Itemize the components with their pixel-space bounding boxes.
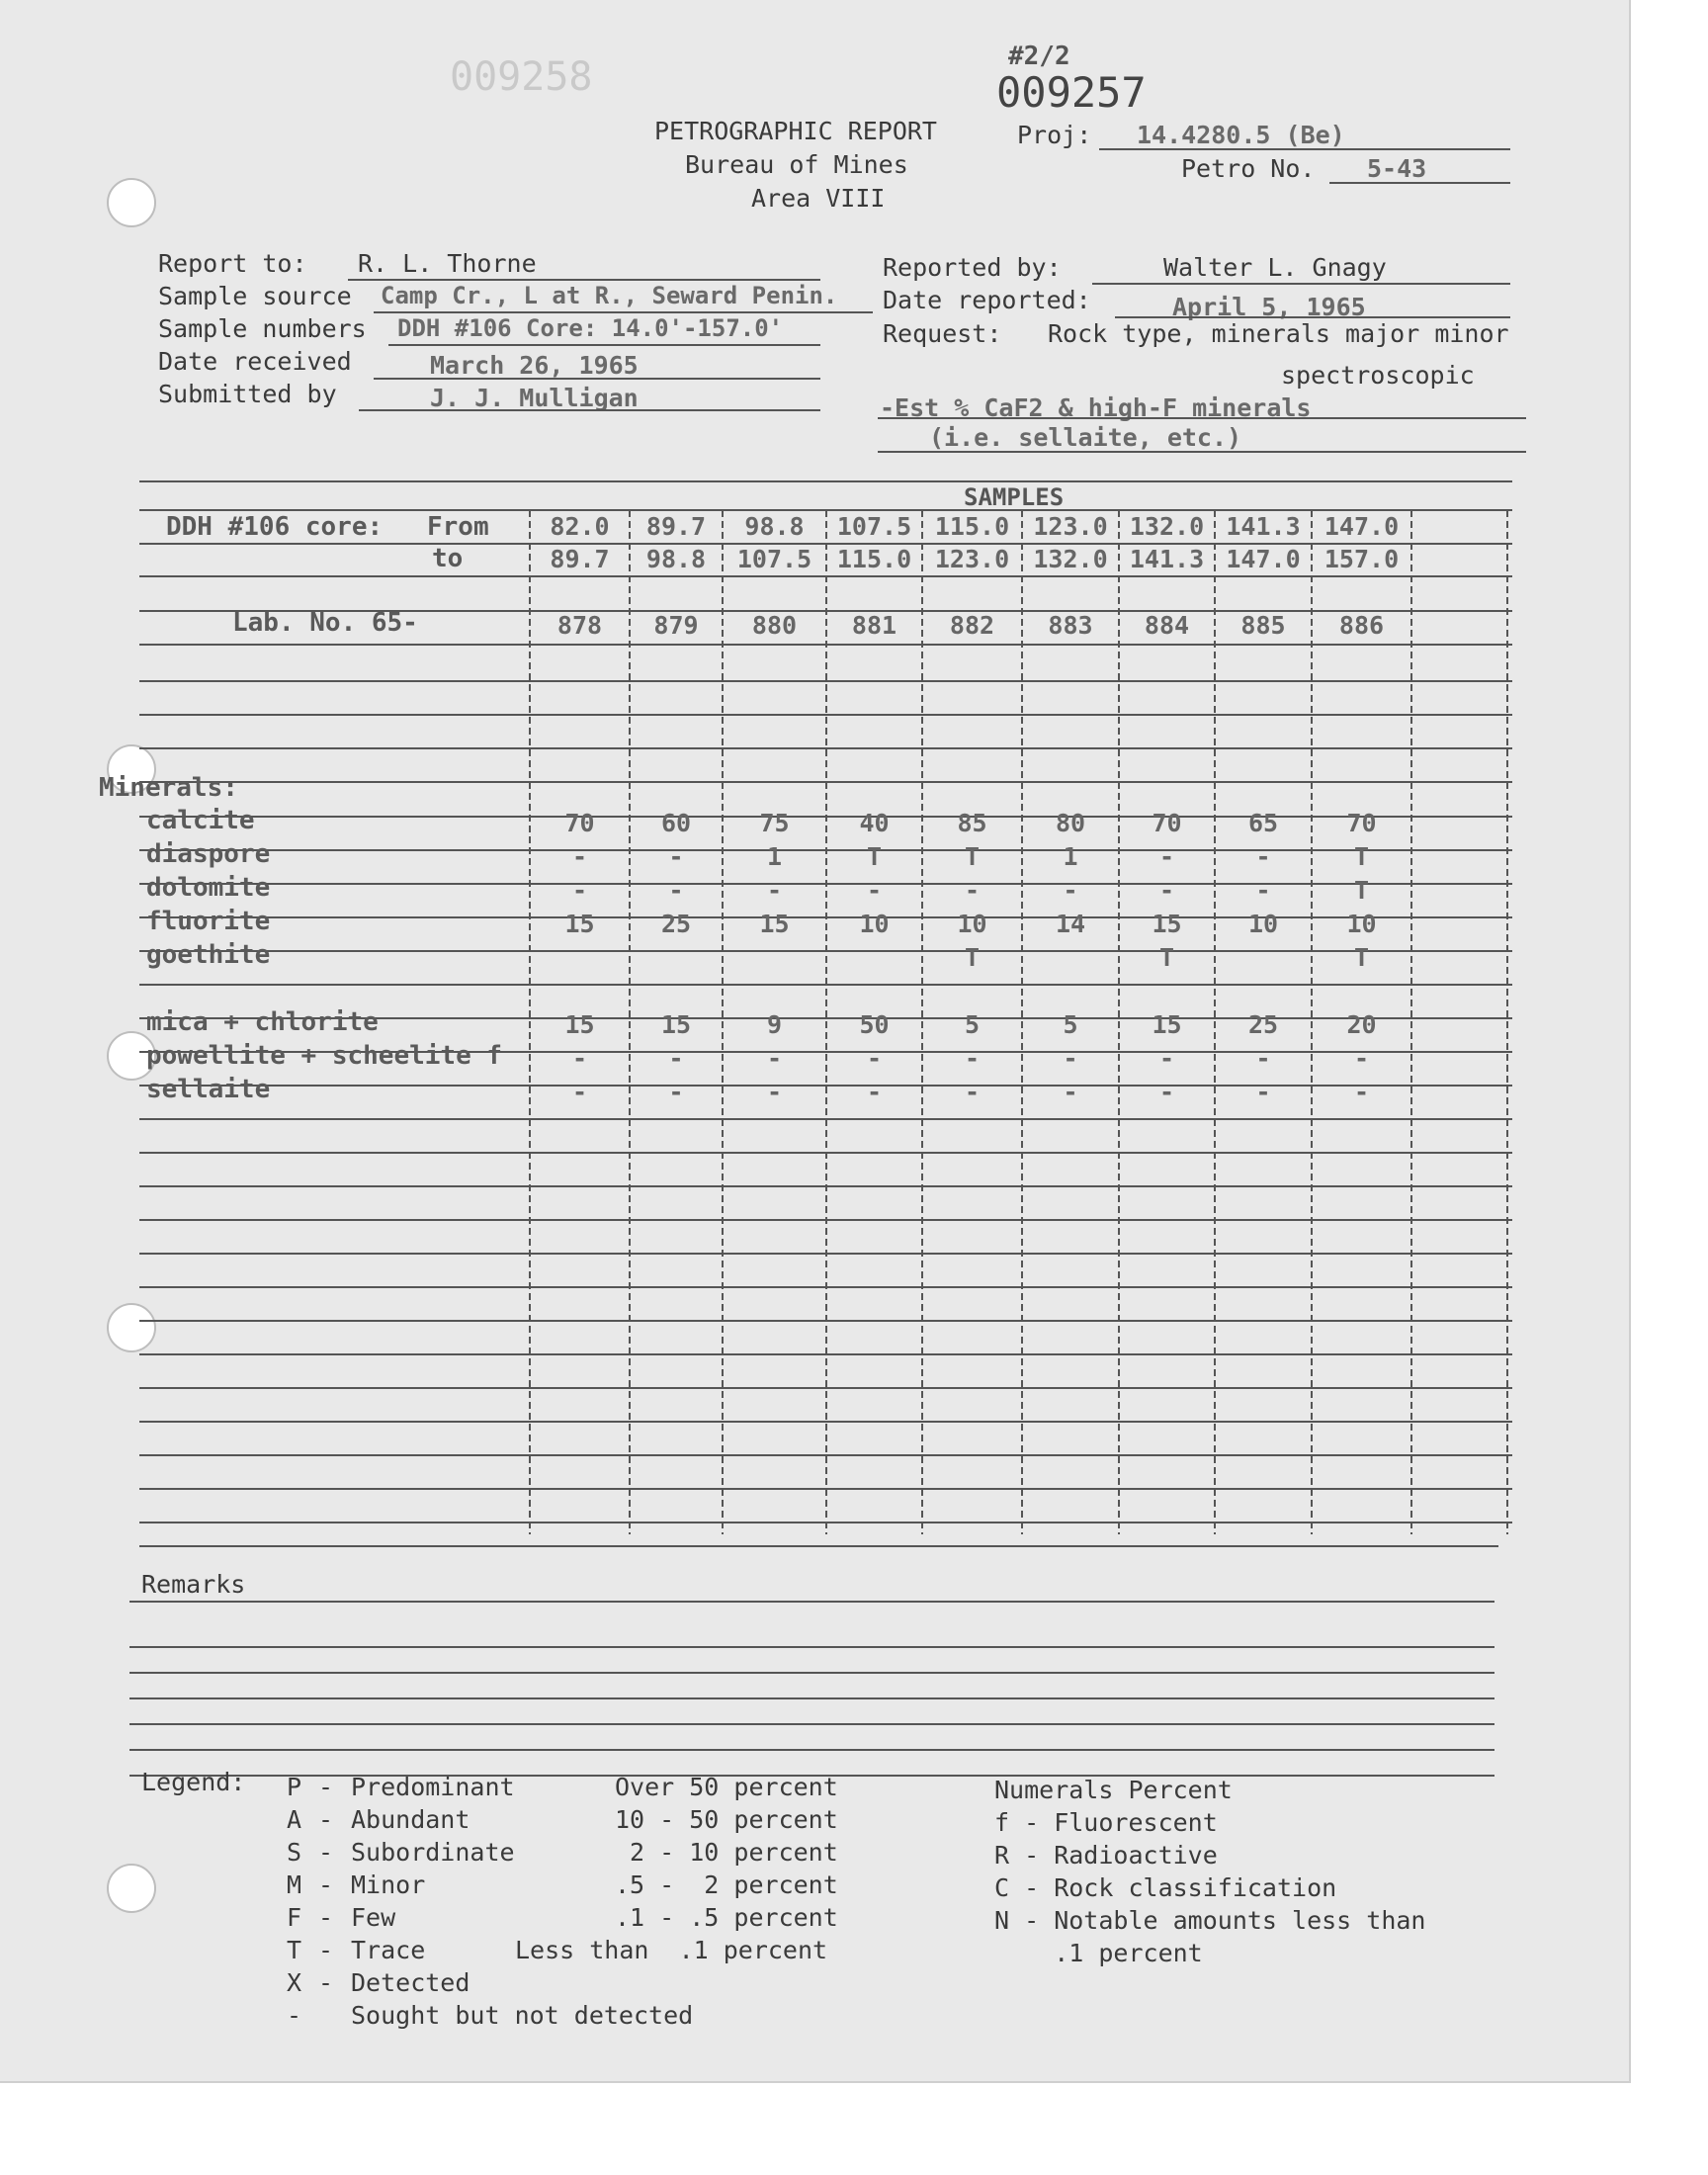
mineral-value-cell: - (964, 1044, 981, 1073)
mineral-value-cell: 10 (1346, 910, 1377, 938)
mineral-value-cell: T (1353, 876, 1370, 905)
mineral-name: diaspore (146, 839, 271, 869)
org-name: Bureau of Mines (685, 150, 908, 179)
sample-numbers-value: DDH #106 Core: 14.0'-157.0' (397, 314, 784, 342)
legend-range: .5 - 2 percent (615, 1870, 838, 1899)
mineral-value-cell: 9 (766, 1010, 783, 1039)
mineral-value-cell: T (1353, 842, 1370, 871)
from-cell: 115.0 (934, 512, 1010, 541)
mineral-value-cell: 20 (1346, 1010, 1377, 1039)
from-cell: 132.0 (1129, 512, 1205, 541)
mineral-value-cell: - (1158, 842, 1175, 871)
legend-code: X (287, 1968, 302, 1997)
area-name: Area VIII (751, 184, 886, 213)
mineral-value-cell: - (1255, 1044, 1271, 1073)
from-cell: 89.7 (645, 512, 707, 541)
reported-by-value: Walter L. Gnagy (1163, 253, 1387, 282)
lab-no-cell: 885 (1240, 611, 1286, 640)
from-cell: 107.5 (836, 512, 912, 541)
legend-range: Over 50 percent (615, 1773, 838, 1801)
legend-range: Less than .1 percent (515, 1936, 828, 1964)
legend-dash: - (318, 1968, 334, 1997)
legend-term: Predominant (351, 1773, 515, 1801)
mineral-name: fluorite (146, 907, 271, 936)
mineral-value-cell: - (668, 876, 684, 905)
mineral-value-cell: 5 (964, 1010, 981, 1039)
mineral-value-cell: - (1353, 1044, 1370, 1073)
mineral-value-cell: 80 (1055, 809, 1086, 837)
legend-range: 10 - 50 percent (615, 1805, 838, 1834)
legend-right-item: R - Radioactive (994, 1841, 1218, 1870)
mineral-value-cell: 10 (859, 910, 890, 938)
mineral-value-cell: 15 (759, 910, 790, 938)
mineral-value-cell: 15 (564, 910, 595, 938)
to-cell: 147.0 (1226, 545, 1301, 573)
mineral-value-cell: - (1255, 842, 1271, 871)
legend-right-item: C - Rock classification (994, 1873, 1337, 1902)
mineral-value-cell: 70 (1346, 809, 1377, 837)
mineral-value-cell: - (1255, 1078, 1271, 1106)
mineral-value-cell: 15 (1152, 1010, 1182, 1039)
mineral-value-cell: - (571, 1044, 588, 1073)
request-line-2: spectroscopic (1281, 361, 1475, 390)
mineral-value-cell: 5 (1063, 1010, 1078, 1039)
mineral-value-cell: - (866, 1044, 883, 1073)
mineral-value-cell: 25 (1247, 1010, 1279, 1039)
minerals-heading: Minerals: (99, 773, 238, 803)
legend-term: Minor (351, 1870, 426, 1899)
mineral-value-cell: 25 (660, 910, 692, 938)
legend-term: Subordinate (351, 1838, 515, 1867)
ghost-doc-number: 009258 (450, 54, 593, 100)
legend-code: T (287, 1936, 302, 1964)
mineral-value-cell: - (866, 876, 883, 905)
mineral-value-cell: 14 (1055, 910, 1086, 938)
mineral-value-cell: 40 (859, 809, 890, 837)
mineral-value-cell: T (964, 842, 981, 871)
from-cell: 82.0 (550, 512, 610, 541)
petro-label: Petro No. (1181, 154, 1316, 183)
mineral-value-cell: - (964, 876, 981, 905)
legend-right-item: f - Fluorescent (994, 1808, 1218, 1837)
date-reported-label: Date reported: (883, 286, 1091, 314)
ddh-label: DDH #106 core: (166, 512, 384, 542)
samples-heading: SAMPLES (964, 483, 1065, 511)
mineral-value-cell: T (1353, 943, 1370, 972)
mineral-value-cell: - (1158, 876, 1175, 905)
legend-term: Few (351, 1903, 396, 1932)
mineral-value-cell: 15 (1152, 910, 1182, 938)
request-line-3: -Est % CaF2 & high-F minerals (880, 393, 1312, 422)
legend-term: Sought but not detected (351, 2001, 694, 2030)
mineral-name: dolomite (146, 873, 271, 903)
mineral-value-cell: - (1063, 876, 1078, 905)
legend-code: - (287, 2001, 302, 2030)
sample-source-value: Camp Cr., L at R., Seward Penin. (381, 282, 838, 309)
date-received-value: March 26, 1965 (430, 351, 639, 380)
legend-code: A (287, 1805, 302, 1834)
reported-by-label: Reported by: (883, 253, 1062, 282)
mineral-value-cell: 15 (660, 1010, 692, 1039)
mineral-value-cell: 10 (1247, 910, 1279, 938)
to-cell: 123.0 (934, 545, 1010, 573)
legend-dash: - (318, 1870, 334, 1899)
legend-right-item: .1 percent (994, 1939, 1203, 1967)
to-cell: 157.0 (1324, 545, 1400, 573)
mineral-value-cell: - (1063, 1044, 1078, 1073)
from-cell: 98.8 (744, 512, 805, 541)
sample-numbers-label: Sample numbers (158, 314, 367, 343)
mineral-value-cell: 65 (1247, 809, 1279, 837)
to-cell: 98.8 (645, 545, 707, 573)
lab-no-cell: 882 (949, 611, 995, 640)
lab-no-label: Lab. No. 65- (232, 608, 418, 638)
lab-no-cell: 879 (653, 611, 699, 640)
legend-right-item: Numerals Percent (994, 1776, 1233, 1804)
mineral-value-cell: 75 (759, 809, 790, 837)
legend-range: 2 - 10 percent (615, 1838, 838, 1867)
mineral-value-cell: T (964, 943, 981, 972)
mineral-value-cell: - (766, 876, 783, 905)
submitted-by-value: J. J. Mulligan (430, 384, 639, 412)
mineral-value-cell: - (1353, 1078, 1370, 1106)
to-label: to (432, 544, 464, 573)
lab-no-cell: 886 (1338, 611, 1385, 640)
legend-code: P (287, 1773, 302, 1801)
mineral-value-cell: 70 (1152, 809, 1182, 837)
date-received-label: Date received (158, 347, 352, 376)
handwritten-page-mark: #2/2 (1008, 42, 1070, 71)
to-cell: 132.0 (1033, 545, 1108, 573)
mineral-name: sellaite (146, 1075, 271, 1104)
mineral-value-cell: 50 (859, 1010, 890, 1039)
lab-no-cell: 883 (1048, 611, 1093, 640)
legend-dash: - (318, 1936, 334, 1964)
mineral-value-cell: T (866, 842, 883, 871)
to-cell: 107.5 (736, 545, 812, 573)
mineral-value-cell: - (1063, 1078, 1078, 1106)
legend-code: F (287, 1903, 302, 1932)
mineral-value-cell: - (668, 1044, 684, 1073)
mineral-value-cell: - (964, 1078, 981, 1106)
proj-value: 14.4280.5 (Be) (1137, 121, 1345, 149)
mineral-value-cell: - (1255, 876, 1271, 905)
mineral-value-cell: - (668, 842, 684, 871)
mineral-value-cell: 1 (766, 842, 783, 871)
mineral-value-cell: - (866, 1078, 883, 1106)
request-line-1: Rock type, minerals major minor (1048, 319, 1509, 348)
to-cell: 141.3 (1129, 545, 1205, 573)
to-cell: 115.0 (836, 545, 912, 573)
mineral-name: goethite (146, 940, 271, 970)
lab-no-cell: 881 (851, 611, 897, 640)
legend-label: Legend: (141, 1768, 246, 1796)
mineral-name: calcite (146, 806, 255, 835)
legend-term: Detected (351, 1968, 470, 1997)
mineral-value-cell: - (571, 842, 588, 871)
legend-dash: - (318, 1838, 334, 1867)
date-reported-value: April 5, 1965 (1172, 293, 1366, 321)
legend-term: Abundant (351, 1805, 470, 1834)
mineral-value-cell: - (1158, 1044, 1175, 1073)
doc-number: 009257 (996, 68, 1147, 117)
mineral-value-cell: 70 (564, 809, 595, 837)
report-to-value: R. L. Thorne (358, 249, 537, 278)
mineral-value-cell: - (571, 876, 588, 905)
mineral-value-cell: - (766, 1044, 783, 1073)
legend-dash: - (318, 1903, 334, 1932)
mineral-value-cell: T (1158, 943, 1175, 972)
legend-right-item: N - Notable amounts less than (994, 1906, 1426, 1935)
legend-code: S (287, 1838, 302, 1867)
legend-dash: - (318, 1773, 334, 1801)
mineral-value-cell: 1 (1063, 842, 1078, 871)
mineral-value-cell: - (766, 1078, 783, 1106)
mineral-value-cell: - (571, 1078, 588, 1106)
sample-source-label: Sample source (158, 282, 352, 310)
report-title: PETROGRAPHIC REPORT (654, 117, 937, 145)
legend-term: Trace (351, 1936, 426, 1964)
mineral-value-cell: 60 (660, 809, 692, 837)
report-to-label: Report to: (158, 249, 307, 278)
legend-code: M (287, 1870, 302, 1899)
from-cell: 147.0 (1324, 512, 1400, 541)
legend-range: .1 - .5 percent (615, 1903, 838, 1932)
lab-no-cell: 878 (556, 611, 603, 640)
request-line-4: (i.e. sellaite, etc.) (929, 423, 1242, 452)
petro-value: 5-43 (1367, 154, 1427, 183)
mineral-name: powellite + scheelite f (146, 1041, 503, 1071)
mineral-value-cell: 15 (564, 1010, 595, 1039)
request-label: Request: (883, 319, 1002, 348)
mineral-value-cell: - (1158, 1078, 1175, 1106)
submitted-by-label: Submitted by (158, 380, 337, 408)
from-cell: 141.3 (1226, 512, 1301, 541)
mineral-value-cell: - (668, 1078, 684, 1106)
lab-no-cell: 880 (751, 611, 798, 640)
lab-no-cell: 884 (1144, 611, 1190, 640)
mineral-value-cell: 85 (957, 809, 987, 837)
remarks-label: Remarks (141, 1570, 246, 1599)
proj-label: Proj: (1017, 121, 1092, 149)
legend-dash: - (318, 1805, 334, 1834)
from-cell: 123.0 (1033, 512, 1108, 541)
from-label: From (427, 512, 489, 542)
to-cell: 89.7 (550, 545, 610, 573)
mineral-value-cell: 10 (957, 910, 987, 938)
mineral-name: mica + chlorite (146, 1007, 379, 1037)
